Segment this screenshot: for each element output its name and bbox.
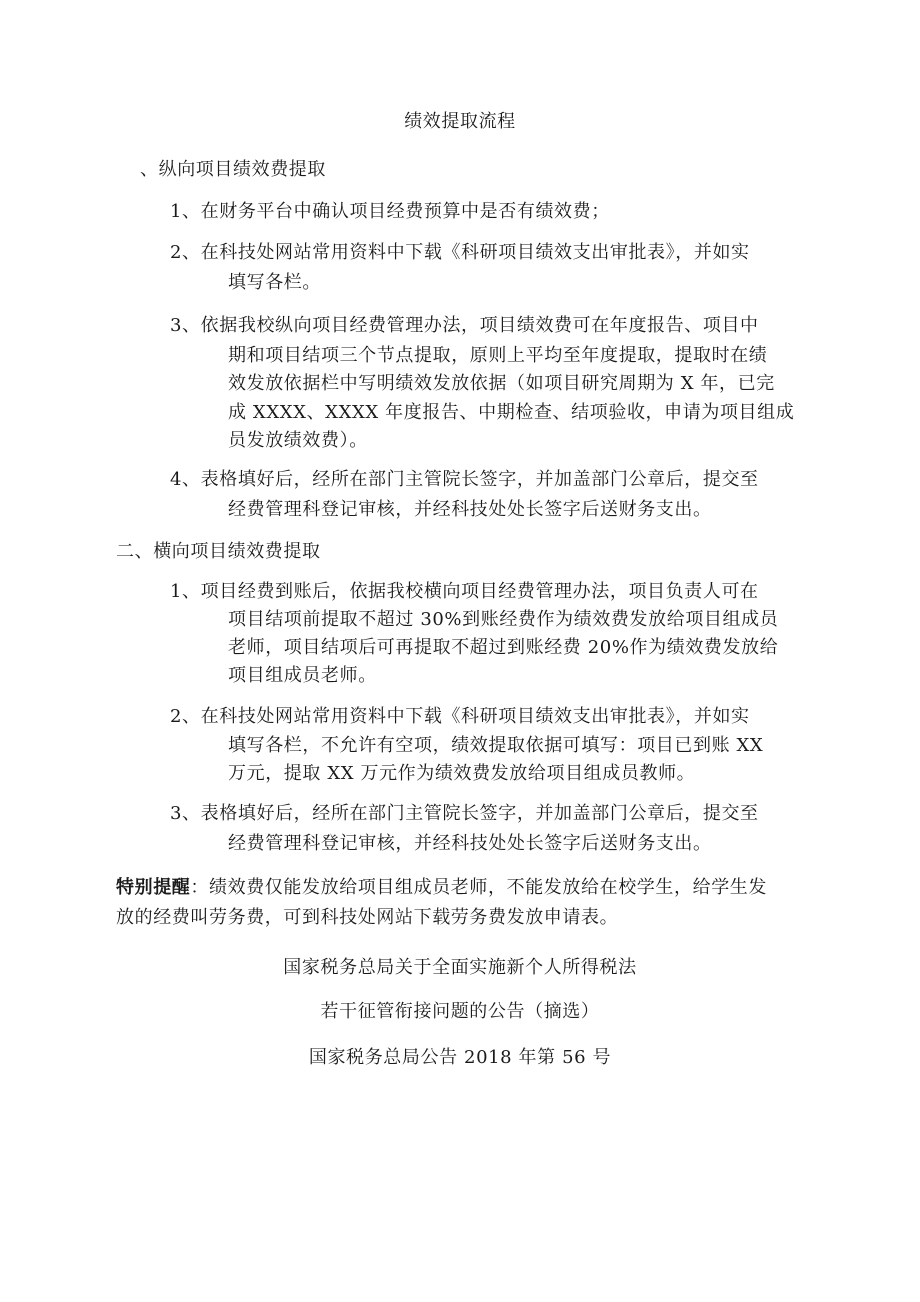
document-title: 绩效提取流程 [404, 111, 516, 132]
section2-item2-line2: 填写各栏，不允许有空项，绩效提取依据可填写：项目已到账 XX [228, 735, 764, 756]
section1-item1-line1: 1、在财务平台中确认项目经费预算中是否有绩效费； [170, 201, 610, 222]
notice-title-line1: 国家税务总局关于全面实施新个人所得税法 [283, 957, 637, 978]
section1-item4-line2: 经费管理科登记审核，并经科技处处长签字后送财务支出。 [228, 499, 712, 520]
section1-item3-line5: 员发放绩效费）。 [228, 430, 368, 451]
reminder-text: ：绩效费仅能发放给项目组成员老师，不能发放给在校学生，给学生发 [190, 877, 768, 898]
section2-item1-line2: 项目结项前提取不超过 30%到账经费作为绩效费发放给项目组成员 [228, 609, 779, 630]
section2-item2-line1: 2、在科技处网站常用资料中下载《科研项目绩效支出审批表》，并如实 [170, 706, 750, 727]
section1-item3-line1: 3、依据我校纵向项目经费管理办法，项目绩效费可在年度报告、项目中 [170, 315, 759, 336]
section1-item2-line2: 填写各栏。 [228, 272, 321, 293]
section2-item1-line1: 1、项目经费到账后，依据我校横向项目经费管理办法，项目负责人可在 [170, 581, 759, 602]
section2-item3-line1: 3、表格填好后，经所在部门主管院长签字，并加盖部门公章后，提交至 [170, 803, 759, 824]
section2-item1-line3: 老师，项目结项后可再提取不超过到账经费 20%作为绩效费发放给 [228, 637, 779, 658]
reminder-line1 [116, 876, 767, 900]
section2-item2-line3: 万元，提取 XX 万元作为绩效费发放给项目组成员教师。 [228, 763, 696, 784]
section2-heading: 二、横向项目绩效费提取 [116, 541, 321, 562]
section1-item3-line3: 效发放依据栏中写明绩效发放依据（如项目研究周期为 X 年，已完 [228, 373, 775, 394]
reminder-label: 特别提醒 [116, 877, 191, 898]
section1-heading: 、纵向项目绩效费提取 [140, 159, 326, 180]
section1-item2-line1: 2、在科技处网站常用资料中下载《科研项目绩效支出审批表》，并如实 [170, 242, 750, 263]
section2-item3-line2: 经费管理科登记审核，并经科技处处长签字后送财务支出。 [228, 833, 712, 854]
section1-item3-line2: 期和项目结项三个节点提取，原则上平均至年度提取，提取时在绩 [228, 345, 768, 366]
section2-item1-line4: 项目组成员老师。 [228, 665, 377, 686]
notice-number: 国家税务总局公告 2018 年第 56 号 [308, 1047, 612, 1068]
reminder-line2: 放的经费叫劳务费，可到科技处网站下载劳务费发放申请表。 [116, 907, 619, 928]
section1-item4-line1: 4、表格填好后，经所在部门主管院长签字，并加盖部门公章后，提交至 [170, 469, 759, 490]
section1-item3-line4: 成 XXXX、XXXX 年度报告、中期检查、结项验收，申请为项目组成 [228, 402, 795, 423]
notice-title-line2: 若干征管衔接问题的公告（摘选） [320, 1001, 600, 1022]
